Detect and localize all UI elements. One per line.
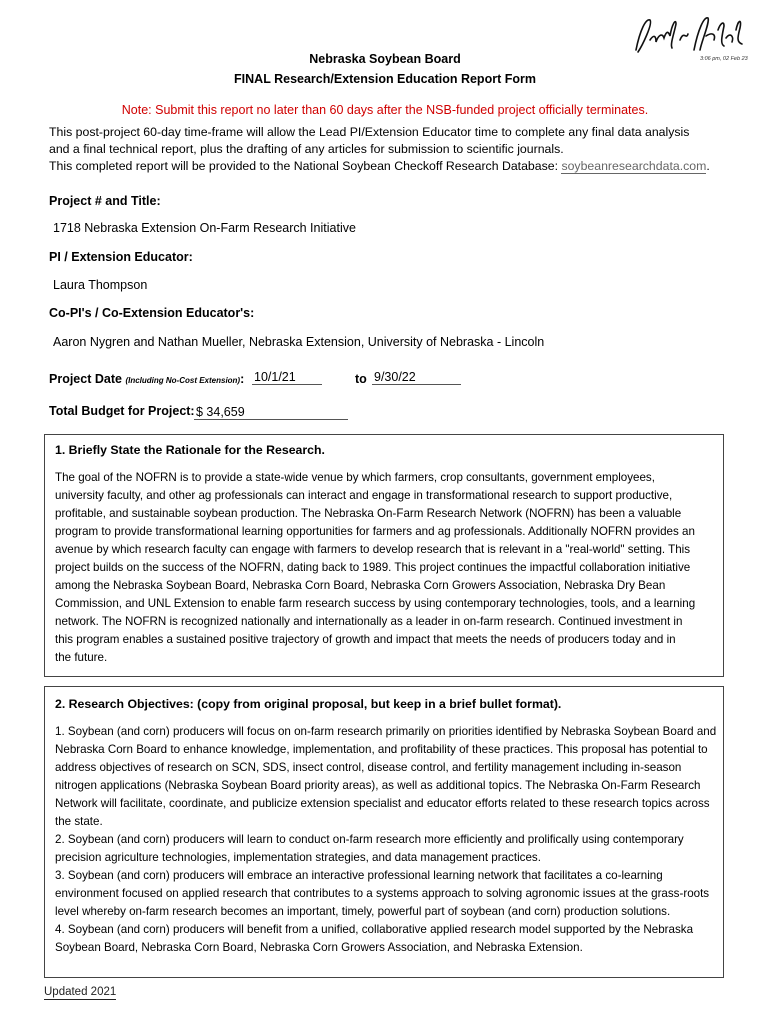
pi-label: PI / Extension Educator:: [49, 250, 193, 264]
project-title-label: Project # and Title:: [49, 194, 161, 208]
database-link[interactable]: soybeanresearchdata.com: [561, 159, 707, 173]
section2-line: nitrogen applications (Nebraska Soybean Board priority areas), as well as additional topics. The Nebraska On-Farm Research: [55, 779, 701, 792]
intro-line-1: This post-project 60-day time-frame will allow the Lead PI/Extension Educator time to complete any final data analysis: [49, 125, 690, 139]
project-start-date-field[interactable]: 10/1/21: [252, 370, 322, 385]
copi-field[interactable]: Aaron Nygren and Nathan Mueller, Nebraska Extension, University of Nebraska - Lincoln: [53, 335, 545, 349]
intro-line-3: This completed report will be provided to the National Soybean Checkoff Research Database: soybeanresearchdata.com.: [49, 159, 710, 173]
signature-date: 3:06 pm, 02 Feb 23: [700, 56, 748, 62]
form-title: Nebraska Soybean Board: [309, 52, 461, 66]
objectives-section: [44, 686, 724, 978]
section1-line: project builds on the success of the NOFRN, dating back to 1989. This project continues the impactful collaboration initiative: [55, 561, 691, 574]
section2-line: 3. Soybean (and corn) producers will embrace an interactive professional learning network that facilitates a co-learning: [55, 869, 663, 882]
date-to-label: to: [355, 372, 367, 386]
section1-line: program to provide transformational learning opportunities for farmers and ag professionals. Additionally NOFRN provides an: [55, 525, 695, 538]
submission-note: Note: Submit this report no later than 60 days after the NSB-funded project officially terminates.: [121, 103, 649, 117]
section1-line: The goal of the NOFRN is to provide a state-wide venue by which farmers, crop consultants, government employees,: [55, 471, 655, 484]
budget-field[interactable]: $ 34,659: [194, 405, 348, 420]
section1-line: the future.: [55, 651, 108, 664]
objectives-text[interactable]: [55, 723, 719, 957]
updated-footer: Updated 2021: [44, 986, 117, 998]
project-end-date-field[interactable]: 9/30/22: [372, 370, 461, 385]
project-title-field[interactable]: 1718 Nebraska Extension On-Farm Research Initiative: [53, 221, 356, 235]
section1-line: avenue by which research faculty can engage with farmers to develop research that is relevant in a "real-world" setting. This: [55, 543, 691, 556]
section1-line: profitable, and sustainable soybean production. The Nebraska On-Farm Research Network (NOFRN) has been a valuable: [55, 507, 682, 520]
pi-field[interactable]: Laura Thompson: [53, 278, 148, 292]
section2-line: environment focused on applied research that contributes to a systems approach to solving agronomic issues at the grass-roots: [55, 887, 710, 900]
section2-line: address objectives of research on SCN, SDS, insect control, disease control, and fertility management including in-season: [55, 761, 682, 774]
rationale-heading: 1. Briefly State the Rationale for the Research.: [55, 443, 325, 457]
section2-line: precision agriculture technologies, implementation strategies, and data management practices.: [55, 851, 541, 864]
form-subtitle: FINAL Research/Extension Education Report Form: [234, 72, 536, 86]
section2-line: Soybean Board, Nebraska Corn Board, Nebraska Corn Growers Association, and Nebraska Extension.: [55, 941, 583, 954]
budget-label: Total Budget for Project:: [49, 404, 195, 418]
section1-line: among the Nebraska Soybean Board, Nebraska Corn Board, Nebraska Corn Growers Association, Nebraska Dry Bean: [55, 579, 666, 592]
rationale-text[interactable]: [55, 469, 719, 667]
no-cost-extension-note: (Including No-Cost Extension): [125, 376, 241, 385]
objectives-heading: 2. Research Objectives: (copy from original proposal, but keep in a brief bullet format).: [55, 697, 562, 711]
section2-line: the state.: [55, 815, 103, 828]
rationale-section: [44, 434, 724, 677]
section2-line: level whereby on-farm research becomes an important, timely, powerful part of soybean (and corn) production solutions.: [55, 905, 671, 918]
section2-line: Network will facilitate, coordinate, and publicize extension specialist and educator efforts related to these research topics across: [55, 797, 710, 810]
intro-line-2: and a final technical report, plus the drafting of any articles for submission to scientific journals.: [49, 142, 564, 156]
project-date-label: Project Date (Including No-Cost Extension):: [49, 372, 245, 386]
copi-label: Co-PI's / Co-Extension Educator's:: [49, 306, 255, 320]
section2-line: Nebraska Corn Board to enhance knowledge, implementation, and profitability of these practices. This proposal has potential to: [55, 743, 708, 756]
intro-paragraph: [49, 124, 739, 175]
section2-line: 4. Soybean (and corn) producers will benefit from a unified, collaborative applied research model supported by the Nebraska: [55, 923, 694, 936]
section1-line: network. The NOFRN is recognized nationally and internationally as a leader in on-farm research. Continued investment in: [55, 615, 683, 628]
section2-line: 2. Soybean (and corn) producers will learn to conduct on-farm research more efficiently and prolifically using contemporary: [55, 833, 684, 846]
section1-line: university faculty, and other ag professionals can interact and engage in transformational research to support productive,: [55, 489, 673, 502]
section1-line: Commission, and UNL Extension to enable farm research success by using contemporary technologies, tools, and a learning: [55, 597, 696, 610]
section1-line: this program enables a sustained positive trajectory of growth and impact that meets the needs of producers today and in: [55, 633, 676, 646]
section2-line: 1. Soybean (and corn) producers will focus on on-farm research primarily on priorities identified by Nebraska Soybean Board and: [55, 725, 717, 738]
